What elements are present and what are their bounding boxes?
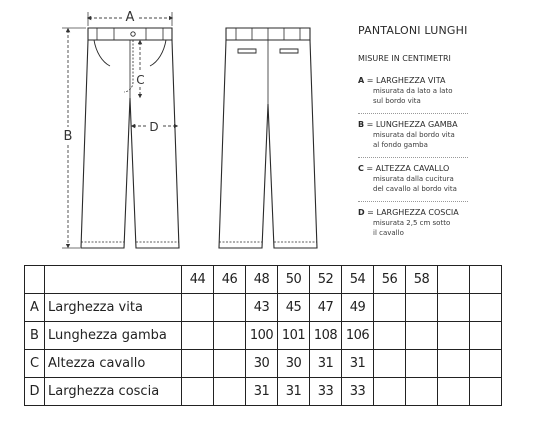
- legend-desc-line: del cavallo al bordo vita: [373, 185, 457, 193]
- row-label-cell: Lunghezza gamba: [45, 322, 182, 350]
- legend-eq: =: [364, 76, 376, 85]
- measurement-cell: [406, 322, 438, 350]
- row-label-cell: Larghezza coscia: [45, 378, 182, 406]
- measurement-cell: [438, 378, 470, 406]
- header-corner-cell: [25, 266, 45, 294]
- measurement-cell: [438, 322, 470, 350]
- size-header-cell: 50: [278, 266, 310, 294]
- legend-desc-line: il cavallo: [373, 229, 404, 237]
- measurement-cell: 30: [246, 350, 278, 378]
- legend-name: LUNGHEZZA GAMBA: [375, 120, 458, 129]
- measurement-cell: [470, 322, 502, 350]
- measurement-cell: 106: [342, 322, 374, 350]
- legend-divider: [358, 201, 468, 202]
- measurement-cell: [374, 294, 406, 322]
- measurement-cell: [406, 378, 438, 406]
- measurement-cell: [214, 322, 246, 350]
- table-row: [25, 294, 502, 322]
- measurement-cell: 47: [310, 294, 342, 322]
- legend-item-c: [358, 163, 528, 194]
- page-subtitle: MISURE IN CENTIMETRI: [358, 54, 451, 63]
- measurement-cell: 33: [342, 378, 374, 406]
- measurement-cell: 31: [278, 378, 310, 406]
- measure-c: [134, 42, 147, 96]
- measurement-cell: 45: [278, 294, 310, 322]
- size-header-row: [25, 266, 502, 294]
- legend-desc-line: sul bordo vita: [373, 97, 421, 105]
- legend-name: ALTEZZA CAVALLO: [375, 164, 450, 173]
- measurement-cell: 101: [278, 322, 310, 350]
- measurement-cell: [374, 378, 406, 406]
- legend-divider: [358, 157, 468, 158]
- measurement-cell: [214, 294, 246, 322]
- measurement-cell: [470, 294, 502, 322]
- legend-divider: [358, 113, 468, 114]
- row-letter-cell: D: [25, 378, 45, 406]
- measurement-cell: 33: [310, 378, 342, 406]
- legend-key: A: [358, 76, 365, 85]
- measurement-cell: 30: [278, 350, 310, 378]
- size-header-cell: [438, 266, 470, 294]
- measurement-cell: 49: [342, 294, 374, 322]
- measurement-cell: [214, 350, 246, 378]
- measure-a-label: A: [125, 10, 135, 25]
- table-row: [25, 350, 502, 378]
- measurement-cell: 31: [246, 378, 278, 406]
- row-letter-cell: B: [25, 322, 45, 350]
- measurement-cell: [374, 322, 406, 350]
- measurement-cell: [374, 350, 406, 378]
- size-table: [24, 265, 502, 406]
- legend-eq: =: [364, 208, 377, 217]
- legend-desc-line: misurata dalla cucitura: [373, 175, 454, 183]
- trousers-back-view: [219, 28, 317, 248]
- measurement-cell: 43: [246, 294, 278, 322]
- size-header-cell: [470, 266, 502, 294]
- row-letter-cell: A: [25, 294, 45, 322]
- measurement-cell: [470, 350, 502, 378]
- legend-item-b: [358, 119, 528, 150]
- measurement-cell: [182, 350, 214, 378]
- legend-eq: =: [364, 120, 376, 129]
- page-title: PANTALONI LUNGHI: [358, 24, 468, 37]
- measurement-cell: [182, 294, 214, 322]
- measurement-cell: [182, 322, 214, 350]
- measurement-cell: [182, 378, 214, 406]
- measurement-cell: [406, 294, 438, 322]
- legend-key: C: [358, 164, 364, 173]
- legend-item-d: [358, 207, 528, 238]
- row-letter-cell: C: [25, 350, 45, 378]
- measurement-cell: 31: [342, 350, 374, 378]
- measure-d-label: D: [149, 120, 159, 134]
- row-label-cell: Altezza cavallo: [45, 350, 182, 378]
- legend-item-a: [358, 75, 528, 106]
- size-header-cell: 52: [310, 266, 342, 294]
- measure-c-label: C: [136, 73, 145, 87]
- measure-d: [133, 118, 176, 134]
- legend-desc-line: misurata dal bordo vita: [373, 131, 455, 139]
- table-row: [25, 378, 502, 406]
- legend-key: D: [358, 208, 365, 217]
- measure-a: [88, 9, 172, 26]
- trousers-front-view: [81, 28, 179, 248]
- measurement-cell: [438, 350, 470, 378]
- legend-desc-line: al fondo gamba: [373, 141, 428, 149]
- measurement-cell: [214, 378, 246, 406]
- measurement-cell: 31: [310, 350, 342, 378]
- size-header-cell: 44: [182, 266, 214, 294]
- size-header-cell: 54: [342, 266, 374, 294]
- legend-desc-line: misurata 2,5 cm sotto: [373, 219, 451, 227]
- size-header-cell: 46: [214, 266, 246, 294]
- measure-b-label: B: [63, 129, 73, 144]
- size-header-cell: 56: [374, 266, 406, 294]
- legend-eq: =: [363, 164, 376, 173]
- measurement-cell: 100: [246, 322, 278, 350]
- measurement-cell: [470, 378, 502, 406]
- table-row: [25, 322, 502, 350]
- size-header-cell: 58: [406, 266, 438, 294]
- measurement-cell: [438, 294, 470, 322]
- size-header-cell: 48: [246, 266, 278, 294]
- legend-name: LARGHEZZA VITA: [376, 76, 446, 85]
- legend-desc-line: misurata da lato a lato: [373, 87, 453, 95]
- legend-name: LARGHEZZA COSCIA: [376, 208, 459, 217]
- row-label-cell: Larghezza vita: [45, 294, 182, 322]
- legend-key: B: [358, 120, 365, 129]
- header-label-cell: [45, 266, 182, 294]
- measurement-cell: 108: [310, 322, 342, 350]
- measurement-cell: [406, 350, 438, 378]
